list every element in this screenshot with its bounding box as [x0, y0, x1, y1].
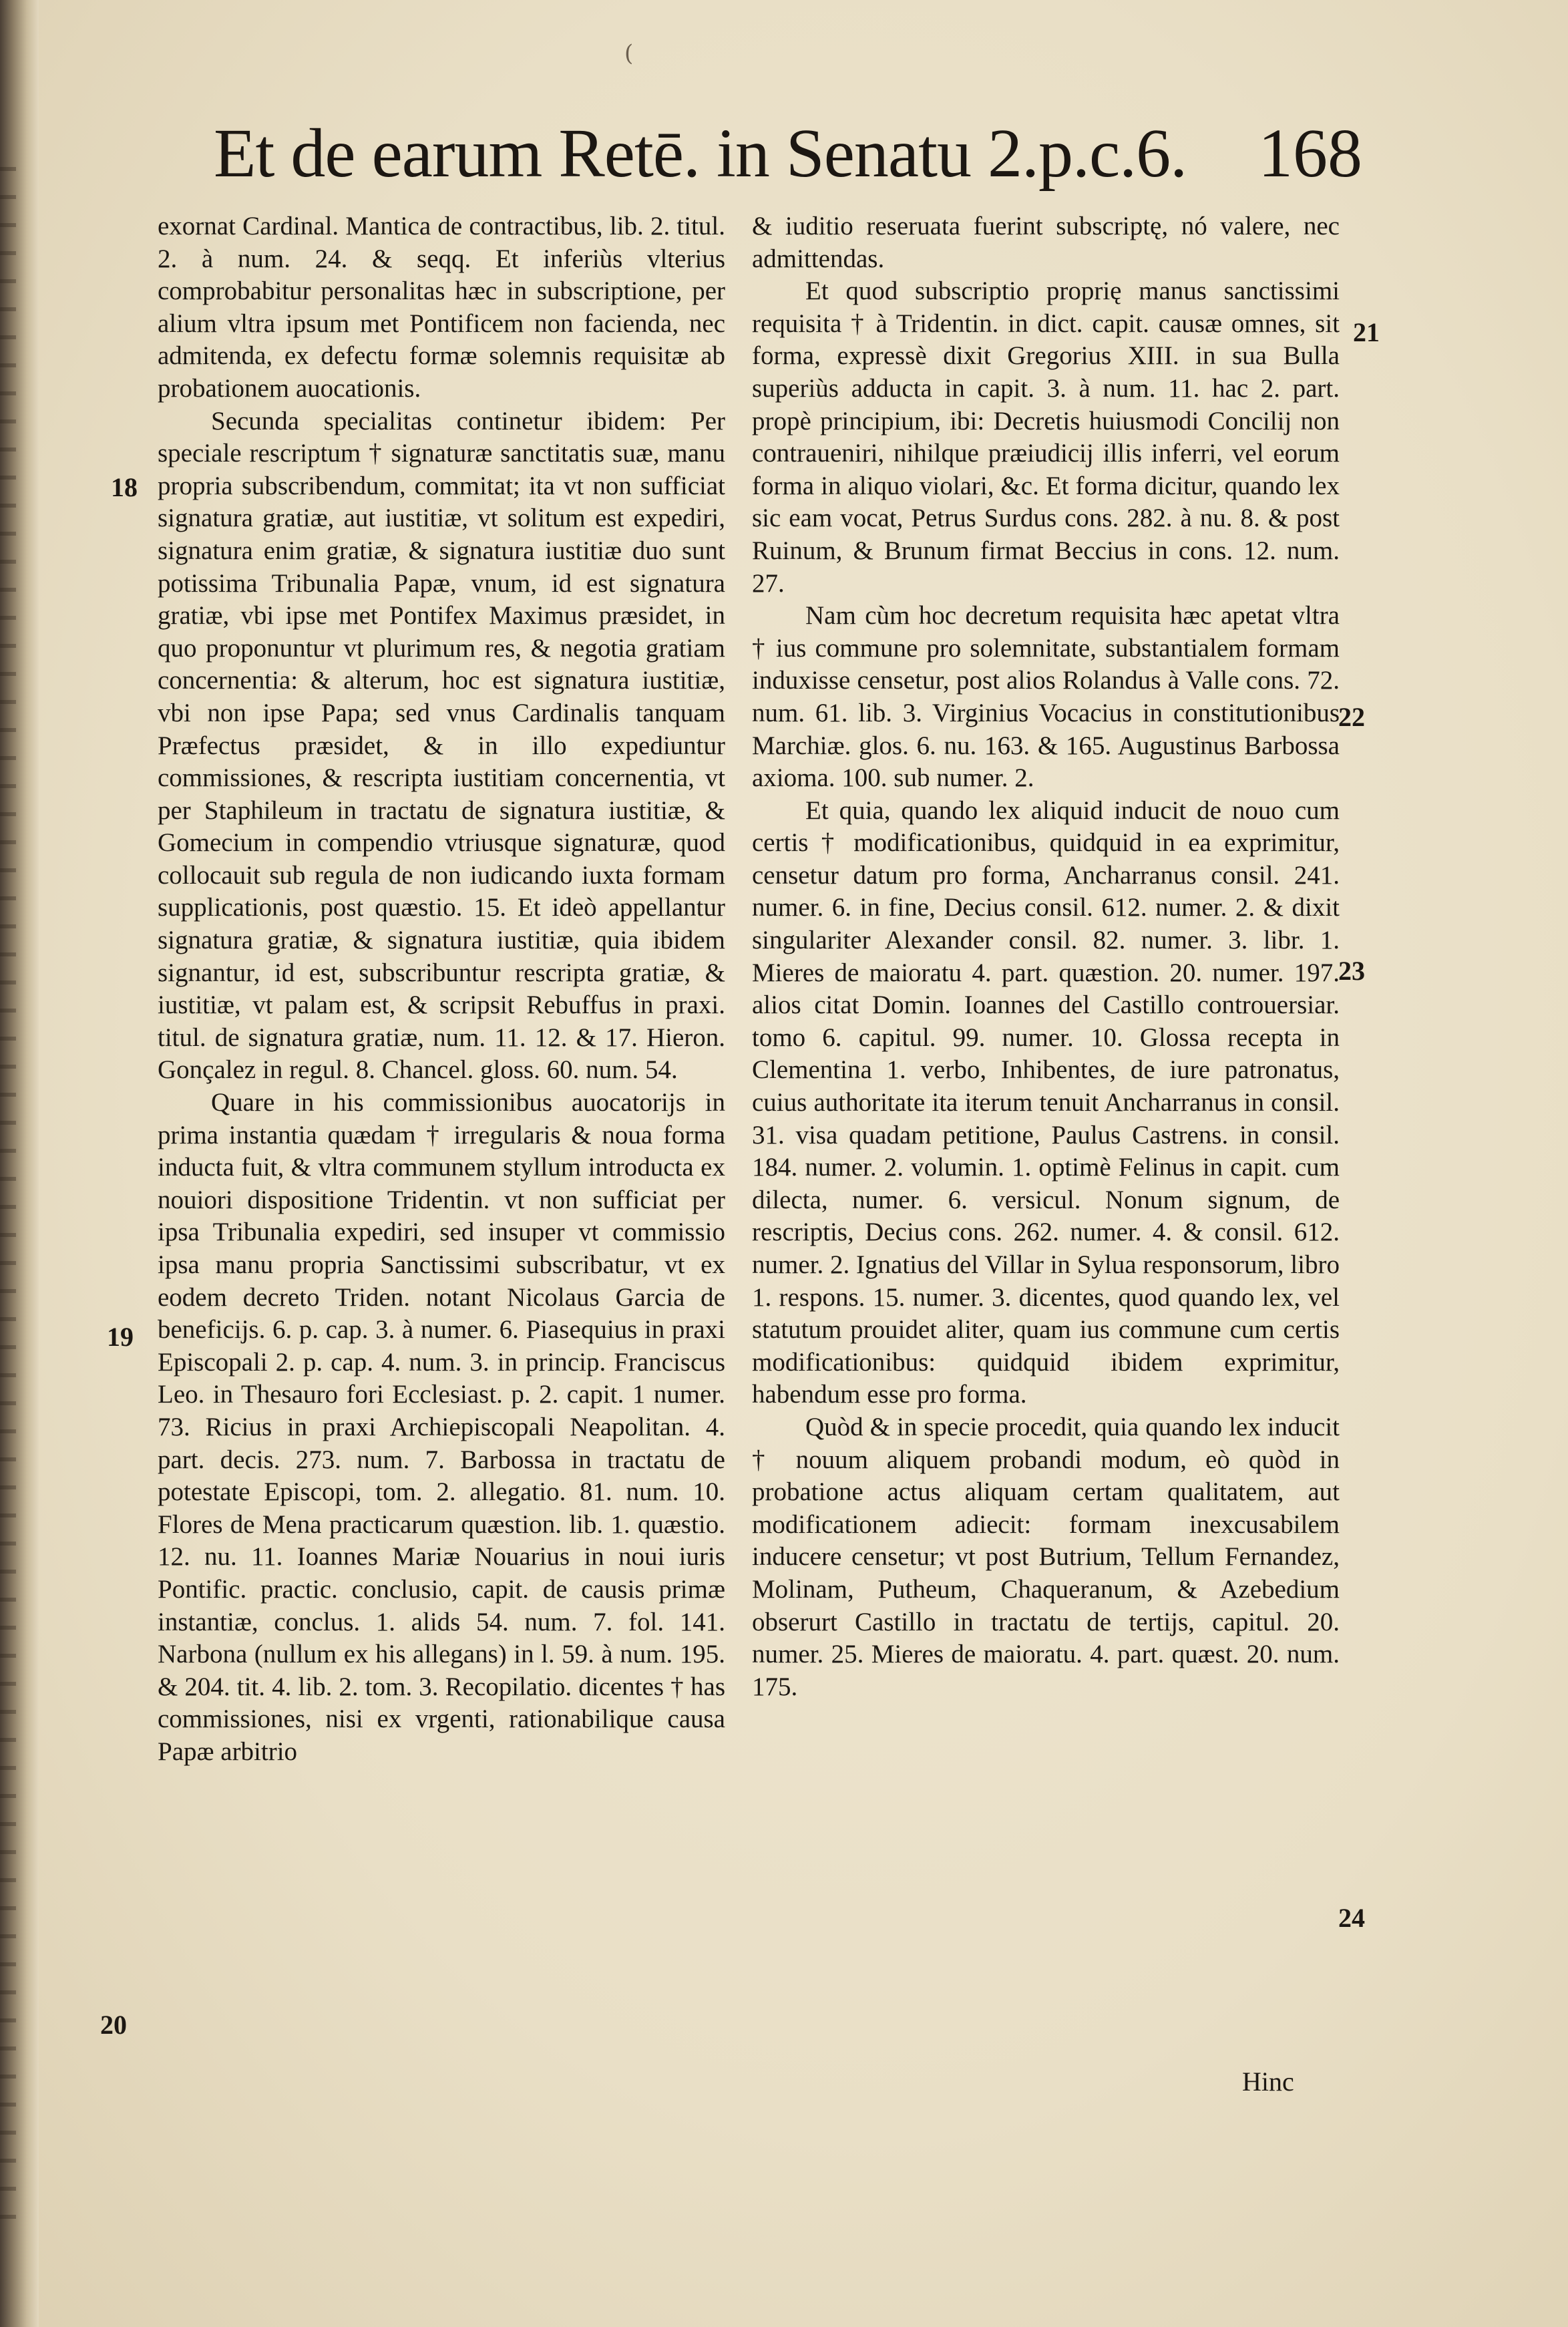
paragraph: & iuditio reseruata fuerint subscriptę, nó valere, nec admittendas.	[752, 212, 1340, 273]
left-column	[158, 210, 725, 1769]
paragraph: Quòd & in specie procedit, quia quando lex inducit † nouum aliquem probandi modum, eò quòd in probatione actus aliquam certam qualitatem, aut modificationem adiecit: formam inexcusabilem inducere censetur; vt post Butrium, Tellum Fernandez, Molinam, Putheum, Chaqueranum, & Azebedium obserurt Castillo in tractatu de tertijs, capitul. 20. numer. 25. Mieres de maioratu. 4. part. quæst. 20. num. 175.	[752, 1412, 1340, 1701]
running-title: Et de earum Retē. in Senatu 2.p.c.6.	[214, 115, 1187, 192]
paragraph: Nam cùm hoc decretum requisita hæc apetat vltra † ius commune pro solemnitate, substantialem formam induxisse censetur, post alios Rolandus à Valle cons. 72. num. 61. lib. 3. Virginius Vocacius in constitutionibus Marchiæ. glos. 6. nu. 163. & 165. Augustinus Barbossa axioma. 100. sub numer. 2.	[752, 601, 1340, 793]
page-number: 168	[1258, 115, 1362, 192]
paragraph: Quare in his commissionibus auocatorijs in prima instantia quædam † irregularis & noua forma inducta fuit, & vltra communem styllum introducta ex nouiori dispositione Tridentin. vt non sufficiat per ipsa Tribunalia expediri, sed insuper vt commissio ipsa manu propria Sanctissimi subscribatur, vt ex eodem decreto Triden. notant Nicolaus Garcia de beneficijs. 6. p. cap. 3. à numer. 6. Piasequius in praxi Episcopali 2. p. cap. 4. num. 3. in princip. Franciscus Leo. in Thesauro fori Ecclesiast. p. 2. capit. 1 numer. 73. Ricius in praxi Archiepiscopali Neapolitan. 4. part. decis. 273. num. 7. Barbossa in tractatu de potestate Episcopi, tom. 2. allegatio. 81. num. 10. Flores de Mena practicarum quæstion. lib. 1. quæstio. 12. nu. 11. Ioannes Mariæ Nouarius in noui iuris Pontific. practic. conclusio, capit. de causis primæ instantiæ, conclus. 1. alids 54. num. 7. fol. 141. Narbona (nullum ex his allegans) in l. 59. à num. 195. & 204. tit. 4. lib. 2. tom. 3. Recopilatio. dicentes † has commissiones, nisi ex vrgenti, rationabilique causa Papæ arbitrio	[158, 1088, 725, 1766]
paragraph: Et quod subscriptio proprię manus sanctissimi requisita † à Tridentin. in dict. capit. causæ omnes, sit forma, expressè dixit Gregorius XIII. in sua Bulla superiùs adducta in capit. 3. à num. 11. hac 2. part. propè principium, ibi: Decretis huiusmodi Concilij non contraueniri, nihilque præiudicij illis inferri, vel eorum forma in aliquo violari, &c. Et forma dicitur, quando lex sic eam vocat, Petrus Surdus cons. 282. à nu. 8. & post Ruinum, & Brunum firmat Beccius in cons. 12. num. 27.	[752, 277, 1340, 598]
margin-number: 18	[111, 472, 138, 502]
margin-number: 21	[1353, 317, 1380, 347]
margin-number: 23	[1338, 956, 1365, 986]
top-mark: (	[624, 40, 634, 67]
margin-number: 24	[1338, 1903, 1365, 1933]
margin-number: 22	[1338, 702, 1365, 732]
adjacent-page-edge	[0, 167, 16, 2238]
running-header	[214, 114, 1362, 194]
catchword: Hinc	[1242, 2067, 1294, 2097]
paragraph: Et quia, quando lex aliquid inducit de nouo cum certis † modificationibus, quidquid in ea exprimitur, censetur datum pro forma, Ancharranus consil. 241. numer. 6. in fine, Decius consil. 612. numer. 2. & dixit singulariter Alexander consil. 82. numer. 3. libr. 1. Mieres de maioratu 4. part. quæstion. 20. numer. 197. alios citat Domin. Ioannes del Castillo controuersiar. tomo 6. capitul. 99. numer. 10. Glossa recepta in Clementina 1. verbo, Inhibentes, de iure patronatus, cuius authoritate ita iterum tenuit Ancharranus in consil. 31. visa quadam petitione, Paulus Castrens. in consil. 184. numer. 2. volumin. 1. optimè Felinus in capit. cum dilecta, numer. 6. versicul. Nonum signum, de rescriptis, Decius cons. 262. numer. 4. & consil. 612. numer. 2. Ignatius del Villar in Sylua responsorum, libro 1. respons. 15. numer. 3. dicentes, quod quando lex, vel statutum prouidet aliter, quam ius commune cum certis modificationibus: quidquid ibidem exprimitur, habendum esse pro forma.	[752, 795, 1340, 1409]
margin-number: 20	[100, 2010, 127, 2040]
paragraph: exornat Cardinal. Mantica de contractibus, lib. 2. titul. 2. à num. 24. & seqq. Et inferiùs vlterius comprobabitur personalitas hæc in subscriptione, per alium vltra ipsum met Pontificem non facienda, nec admitenda, ex defectu formæ solemnis requisitæ ab probationem auocationis.	[158, 212, 725, 403]
paragraph: Secunda specialitas continetur ibidem: Per speciale rescriptum † signaturæ sanctitatis suæ, manu propria subscribendum, commitat; ita vt non sufficiat signatura gratiæ, aut iustitiæ, vt solitum est expediri, signatura enim gratiæ, & signatura iustitiæ duo sunt potissima Tribunalia Papæ, vnum, id est signatura gratiæ, vbi ipse met Pontifex Maximus præsidet, in quo proponuntur vt plurimum res, & negotia gratiam concernentia: & alterum, hoc est signatura iustitiæ, vbi non ipse Papa; sed vnus Cardinalis tanquam Præfectus præsidet, & in illo expediuntur commissiones, & rescripta iustitiam concernentia, vt per Staphileum in tractatu de signatura iustitiæ, & Gomecium in compendio vtriusque signaturæ, quod collocauit sub regula de non iudicando iuxta formam supplicationis, post quæstio. 15. Et ideò appellantur signatura gratiæ, & signatura iustitiæ, quia ibidem signantur, id est, subscribuntur rescripta gratiæ, & iustitiæ, vt palam est, & scripsit Rebuffus in praxi. titul. de signatura gratiæ, num. 11. 12. & 17. Hieron. Gonçalez in regul. 8. Chancel. gloss. 60. num. 54.	[158, 406, 725, 1085]
right-column	[752, 210, 1340, 1703]
margin-number: 19	[107, 1322, 134, 1352]
